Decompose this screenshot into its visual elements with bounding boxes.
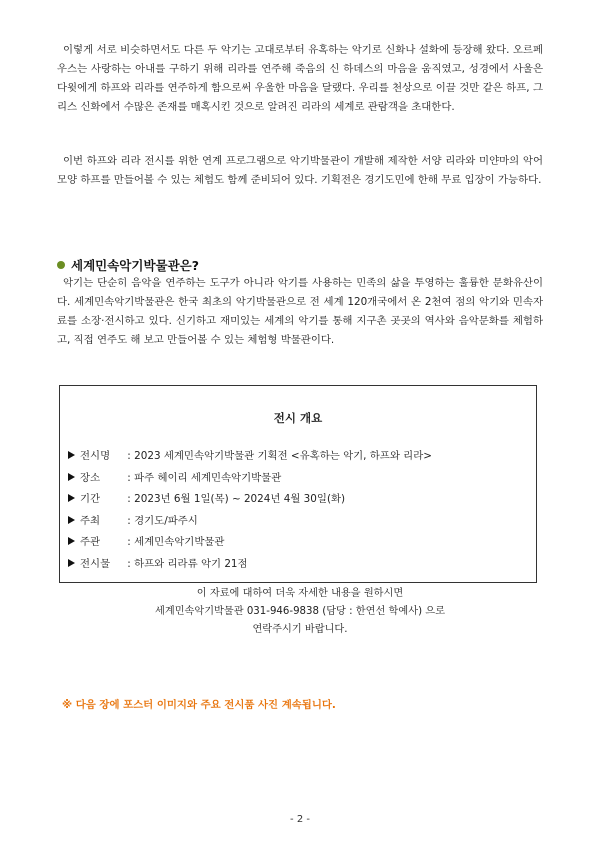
overview-item-label: 장소	[80, 471, 101, 484]
overview-item-value: 하프와 리라류 악기 21점	[134, 557, 248, 570]
contact-line-1: 이 자료에 대하여 더욱 자세한 내용을 원하시면	[196, 588, 404, 599]
overview-box	[59, 385, 537, 583]
next-page-notice: ※ 다음 장에 포스터 이미지와 주요 전시품 사진 계속됩니다.	[62, 699, 336, 711]
overview-item-value: 경기도/파주시	[134, 514, 198, 527]
overview-item-label: 기간	[80, 493, 101, 505]
page-number: - 2 -	[290, 814, 310, 825]
overview-list	[68, 446, 432, 575]
overview-item-value: 세계민속악기박물관	[134, 536, 225, 548]
overview-item-label: 주최	[80, 514, 101, 527]
overview-item-value: 파주 헤이리 세계민속악기박물관	[134, 471, 282, 484]
triangle-bullet-icon	[68, 559, 75, 567]
overview-title: 전시 개요	[273, 411, 323, 425]
overview-item: 기간 : 2023년 6월 1일(목) ~ 2024년 4월 30일(화)	[68, 489, 432, 511]
intro-paragraph-2: 이번 하프와 리라 전시를 위한 연계 프로그램으로 악기박물관이 개발해 제작한 서양 리라와 미얀마의 악어 모양 하프를 만들어볼 수 있는 체험도 함께 준비되어 있다. 기획전은 경기도민에 한해 무료 입장이 가능하다.	[57, 155, 543, 186]
overview-item: 주관 : 세계민속악기박물관	[68, 532, 432, 554]
overview-item-label: 전시물	[80, 557, 111, 570]
overview-item-label: 전시명	[80, 450, 111, 462]
section-heading-text: 세계민속악기박물관은?	[71, 258, 200, 273]
overview-item-label: 주관	[80, 536, 101, 548]
triangle-bullet-icon	[68, 473, 75, 481]
intro-paragraph-1: 이렇게 서로 비슷하면서도 다른 두 악기는 고대로부터 유혹하는 악기로 신화나 설화에 등장해 왔다. 오르페우스는 사랑하는 아내를 구하기 위해 리라를 연주해 죽음의 신 하데스의 마음을 움직였고, 성경에서 사울은 다윗에게 하프와 리라를 연주하게 함으로써 우울한 마음을 달랬다. 우리를 천상으로 이끌 것만 같은 하프, 그리스 신화에서 수많은 존재를 매혹시킨 것으로 알려진 리라의 세계로 관람객을 초대한다.	[57, 44, 543, 113]
triangle-bullet-icon	[68, 537, 75, 545]
contact-line-3: 연락주시기 바랍니다.	[252, 624, 348, 635]
overview-item: 장소 : 파주 헤이리 세계민속악기박물관	[68, 468, 432, 490]
overview-item: 전시물 : 하프와 리라류 악기 21점	[68, 554, 432, 576]
section-heading	[57, 256, 199, 274]
triangle-bullet-icon	[68, 494, 75, 502]
triangle-bullet-icon	[68, 451, 75, 459]
overview-item-value: 2023년 6월 1일(목) ~ 2024년 4월 30일(화)	[134, 493, 346, 505]
contact-line-2: 세계민속악기박물관 031-946-9838 (담당 : 한연선 학예사) 으로	[155, 606, 445, 617]
triangle-bullet-icon	[68, 516, 75, 524]
bullet-dot-icon	[57, 261, 65, 269]
overview-item-value: 2023 세계민속악기박물관 기획전 <유혹하는 악기, 하프와 리라>	[134, 450, 432, 462]
overview-item: 전시명 : 2023 세계민속악기박물관 기획전 <유혹하는 악기, 하프와 리라>	[68, 446, 432, 468]
section-body: 악기는 단순히 음악을 연주하는 도구가 아니라 악기를 사용하는 민족의 삶을 투영하는 훌륭한 문화유산이다. 세계민속악기박물관은 한국 최초의 악기박물관으로 전 세계 120개국에서 온 2천여 점의 악기와 민속자료를 소장·전시하고 있다. 신기하고 재미있는 세계의 악기를 통해 지구촌 곳곳의 역사와 음악문화를 체험하고, 직접 연주도 해 보고 만들어볼 수 있는 체험형 박물관이다.	[57, 277, 543, 346]
overview-item: 주최 : 경기도/파주시	[68, 511, 432, 533]
